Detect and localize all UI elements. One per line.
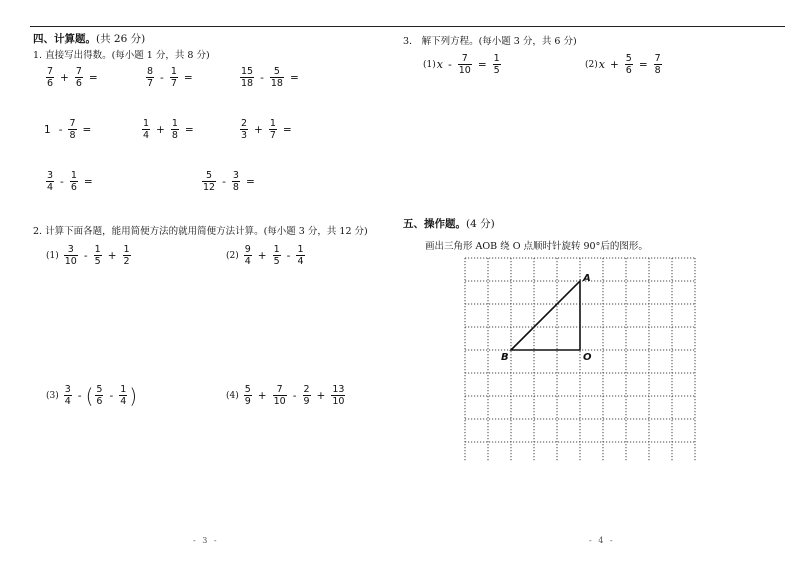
q2-problem-1: (1) $\frac{3}{10}$ - $\frac{1}{5}$ + $\frac{1}{2}$ (46, 244, 130, 267)
q1-item-8: $\frac{5}{12}$ - $\frac{3}{8}$ = (203, 170, 255, 193)
section-5-title: 五、操作题。 (403, 218, 466, 230)
q1-item-2: $\frac{8}{7}$ - $\frac{1}{7}$ = (147, 66, 193, 89)
fraction: $\frac{1}{5}$ (273, 244, 280, 267)
section-4-points: (共 26 分) (96, 33, 146, 45)
fraction: $\frac{8}{7}$ (147, 66, 154, 89)
q1-item-1: $\frac{7}{6}$ + $\frac{7}{6}$ = (47, 66, 98, 89)
fraction: $\frac{1}{8}$ (171, 118, 178, 141)
fraction: $\frac{7}{6}$ (47, 66, 54, 89)
q3-equation-2: (2) x + $\frac{5}{6}$ = $\frac{7}{8}$ (585, 53, 661, 76)
vertex-label-b: B (501, 352, 509, 363)
fraction: $\frac{9}{4}$ (244, 244, 251, 267)
triangle-aob (511, 281, 580, 350)
q3-equation-1: (1) x - $\frac{7}{10}$ = $\frac{1}{5}$ (423, 53, 500, 76)
fraction: $\frac{7}{10}$ (458, 53, 471, 76)
q2-problem-2: (2) $\frac{9}{4}$ + $\frac{1}{5}$ - $\frac{1}{4}$ (226, 244, 304, 267)
fraction: $\frac{3}{4}$ (47, 170, 54, 193)
fraction: $\frac{3}{8}$ (232, 170, 239, 193)
top-rule (30, 26, 785, 27)
fraction: $\frac{7}{10}$ (273, 384, 286, 407)
fraction: $\frac{5}{6}$ (96, 384, 103, 407)
fraction: $\frac{1}{7}$ (269, 118, 276, 141)
fraction: $\frac{7}{6}$ (75, 66, 82, 89)
section-4-heading (33, 31, 145, 46)
fraction: $\frac{5}{12}$ (203, 170, 216, 193)
section-5-points: (4 分) (466, 218, 495, 230)
fraction: $\frac{5}{9}$ (244, 384, 251, 407)
fraction: $\frac{1}{5}$ (94, 244, 101, 267)
q2-problem-4: (4) $\frac{5}{9}$ + $\frac{7}{10}$ - $\frac{2}{9}$ + $\frac{13}{10}$ (226, 384, 345, 407)
fraction: $\frac{7}{8}$ (654, 53, 661, 76)
q2-title: 2. 计算下面各题，能用简便方法的就用简便方法计算。(每小题 3 分，共 12 分) (33, 226, 368, 237)
fraction: $\frac{1}{7}$ (170, 66, 177, 89)
q1-item-6: $\frac{2}{3}$ + $\frac{1}{7}$ = (241, 118, 292, 141)
fraction: $\frac{13}{10}$ (332, 384, 345, 407)
vertex-label-o: O (583, 352, 592, 363)
section-5-heading (403, 216, 495, 231)
fraction: $\frac{1}{4}$ (120, 384, 127, 407)
fraction: $\frac{5}{18}$ (270, 66, 283, 89)
fraction: $\frac{15}{18}$ (241, 66, 254, 89)
fraction: $\frac{1}{4}$ (297, 244, 304, 267)
fraction: $\frac{3}{4}$ (64, 384, 71, 407)
q1-item-5: $\frac{1}{4}$ + $\frac{1}{8}$ = (143, 118, 194, 141)
fraction: $\frac{1}{4}$ (143, 118, 150, 141)
fraction: $\frac{2}{3}$ (241, 118, 248, 141)
fraction: $\frac{1}{2}$ (123, 244, 130, 267)
q3-title: 3. 解下列方程。(每小题 3 分，共 6 分) (403, 36, 577, 47)
dotted-grid (462, 255, 698, 461)
fraction: $\frac{3}{10}$ (64, 244, 77, 267)
page-number-right: - 4 - (589, 536, 615, 545)
q2-problem-3: (3) $\frac{3}{4}$ - ( $\frac{5}{6}$ - $\frac{1}{4}$ ) (46, 383, 138, 408)
q1-item-4: 1 - $\frac{7}{8}$ = (44, 118, 92, 141)
q1-title: 1. 直接写出得数。(每小题 1 分，共 8 分) (33, 50, 210, 61)
fraction: $\frac{1}{5}$ (493, 53, 500, 76)
fraction: $\frac{1}{6}$ (70, 170, 77, 193)
section-5-instruction: 画出三角形 AOB 绕 O 点顺时针旋转 90°后的图形。 (425, 241, 648, 252)
fraction: $\frac{7}{8}$ (69, 118, 76, 141)
q1-item-7: $\frac{3}{4}$ - $\frac{1}{6}$ = (47, 170, 93, 193)
fraction: $\frac{5}{6}$ (625, 53, 632, 76)
q1-item-3: $\frac{15}{18}$ - $\frac{5}{18}$ = (241, 66, 299, 89)
vertex-label-a: A (583, 273, 591, 284)
section-4-title: 四、计算题。 (33, 33, 96, 45)
page-number-left: - 3 - (193, 536, 219, 545)
fraction: $\frac{2}{9}$ (303, 384, 310, 407)
